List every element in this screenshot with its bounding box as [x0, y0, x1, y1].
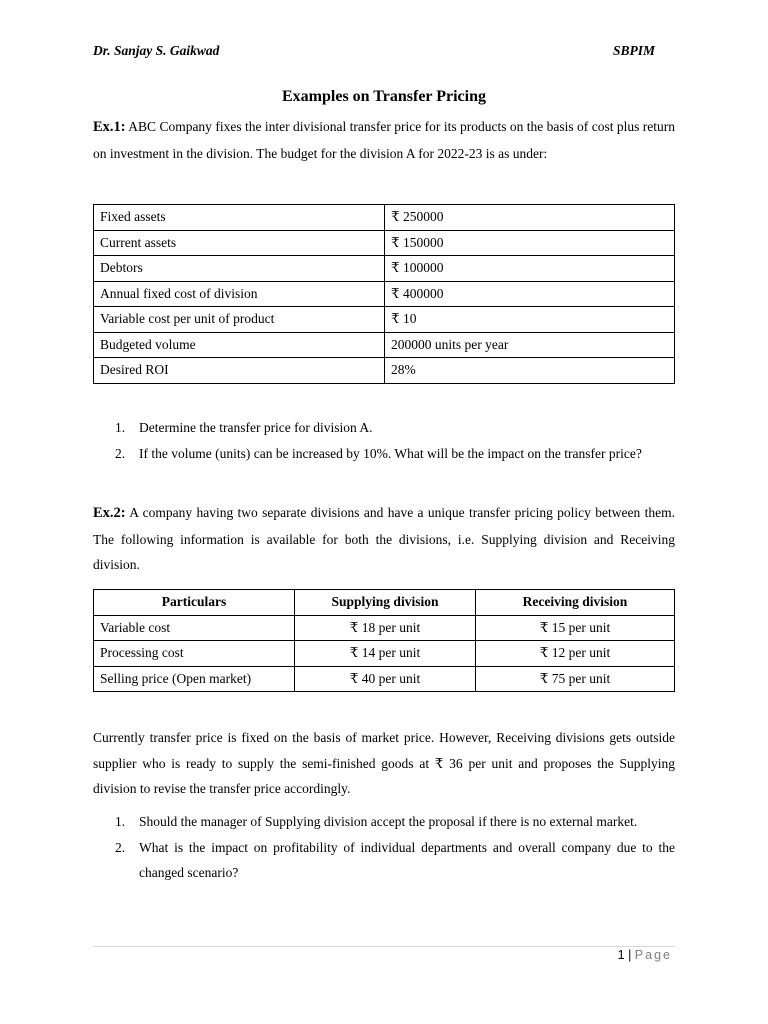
ex2-question-list	[115, 809, 675, 886]
document-title: Examples on Transfer Pricing	[282, 88, 486, 105]
table-row	[94, 256, 675, 282]
list-number: 2.	[115, 839, 126, 855]
column-header: Supplying division	[295, 590, 476, 616]
column-header: Receiving division	[476, 590, 675, 616]
table-row	[94, 615, 675, 641]
table-cell: ₹ 18 per unit	[295, 615, 476, 641]
table-cell: Processing cost	[94, 641, 295, 667]
table-cell: ₹ 10	[385, 307, 675, 333]
list-number: 1.	[115, 420, 126, 435]
ex2-paragraph	[93, 500, 675, 578]
table-row	[94, 641, 675, 667]
footer-separator: |	[628, 948, 632, 962]
header-author: Dr. Sanjay S. Gaikwad	[93, 43, 220, 58]
table-row	[94, 332, 675, 358]
page-number: 1	[617, 948, 625, 962]
list-text: Determine the transfer price for division A.	[139, 420, 373, 435]
header-institute: SBPIM	[612, 43, 655, 58]
table-cell: Fixed assets	[94, 205, 385, 231]
table-cell: 200000 units per year	[385, 332, 675, 358]
list-text: Should the manager of Supplying division accept the proposal if there is no external market.	[139, 814, 638, 829]
table-cell: ₹ 14 per unit	[295, 641, 476, 667]
table-cell: ₹ 12 per unit	[476, 641, 675, 667]
table-cell: ₹ 40 per unit	[295, 666, 476, 692]
ex1-text: ABC Company fixes the inter divisional transfer price for its products on the basis of cost plus return on investment in the division. The budget for the division A for 2022-23 is as under:	[93, 119, 675, 161]
table-cell: ₹ 150000	[385, 230, 675, 256]
table-cell: ₹ 75 per unit	[476, 666, 675, 692]
table-cell: Debtors	[94, 256, 385, 282]
list-text: If the volume (units) can be increased by 10%. What will be the impact on the transfer price?	[139, 445, 642, 461]
ex2-label: Ex.2:	[93, 505, 126, 521]
list-item	[115, 441, 675, 467]
table-row	[94, 666, 675, 692]
list-text: What is the impact on profitability of individual departments and overall company due to the changed scenario?	[139, 839, 675, 880]
ex1-question-list	[115, 415, 675, 466]
table-cell: ₹ 400000	[385, 281, 675, 307]
page-header	[93, 43, 675, 61]
table-cell: Annual fixed cost of division	[94, 281, 385, 307]
list-number: 1.	[115, 814, 126, 829]
footer-divider	[93, 946, 675, 947]
ex2-division-table	[93, 589, 675, 692]
table-cell: ₹ 100000	[385, 256, 675, 282]
list-item	[115, 835, 675, 886]
table-cell: Budgeted volume	[94, 332, 385, 358]
ex1-paragraph	[93, 114, 675, 166]
ex2-text: A company having two separate divisions and have a unique transfer pricing policy between them. The following information is available for both the divisions, i.e. Supplying division and Receiving division.	[93, 505, 675, 572]
list-number: 2.	[115, 445, 126, 461]
table-cell: Variable cost	[94, 615, 295, 641]
table-header-row	[94, 590, 675, 616]
table-row	[94, 205, 675, 231]
table-row	[94, 358, 675, 384]
table-row	[94, 230, 675, 256]
ex1-budget-table	[93, 204, 675, 384]
table-cell: Desired ROI	[94, 358, 385, 384]
page-label: Page	[634, 948, 672, 962]
table-row	[94, 307, 675, 333]
ex1-label: Ex.1:	[93, 119, 126, 135]
table-cell: ₹ 15 per unit	[476, 615, 675, 641]
table-cell: Variable cost per unit of product	[94, 307, 385, 333]
table-cell: ₹ 250000	[385, 205, 675, 231]
page-footer	[618, 948, 672, 962]
table-cell: Current assets	[94, 230, 385, 256]
table-cell: 28%	[385, 358, 675, 384]
column-header: Particulars	[94, 590, 295, 616]
table-cell: Selling price (Open market)	[94, 666, 295, 692]
list-item	[115, 809, 675, 835]
list-item	[115, 415, 675, 441]
ex2-followup-paragraph: Currently transfer price is fixed on the basis of market price. However, Receiving divisions gets outside supplier who is ready to supply the semi-finished goods at ₹ 36 per unit and proposes the Supplying division to revise the transfer price accordingly.	[93, 730, 675, 796]
table-row	[94, 281, 675, 307]
